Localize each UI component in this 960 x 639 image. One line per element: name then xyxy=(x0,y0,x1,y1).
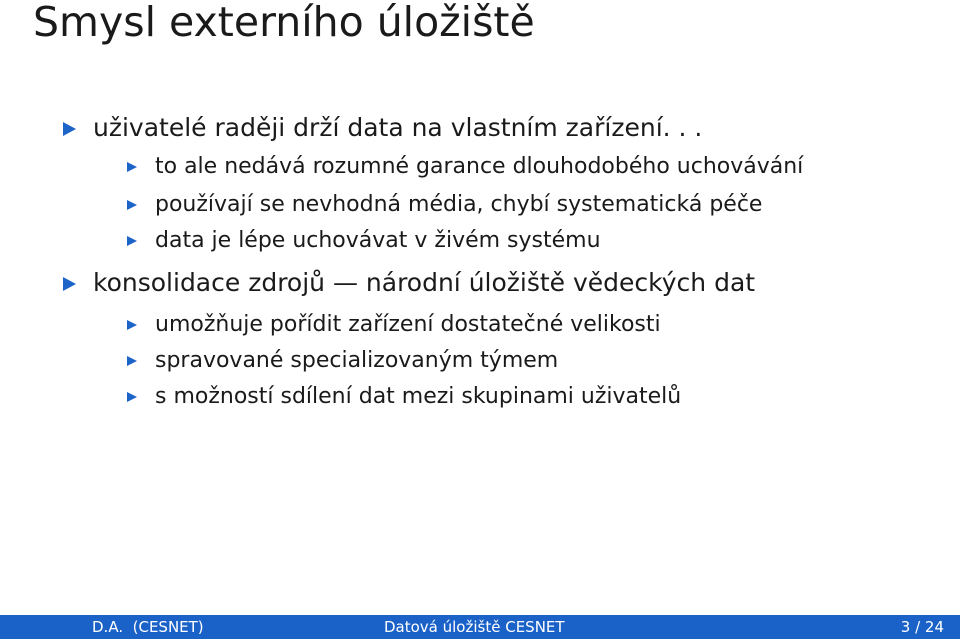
list-subitem xyxy=(155,312,661,338)
footer-title: Datová úložiště CESNET xyxy=(384,618,565,636)
triangle-bullet-icon xyxy=(127,320,137,330)
footer-bar xyxy=(0,615,960,639)
triangle-bullet-icon xyxy=(127,392,137,402)
list-subitem xyxy=(155,228,601,254)
footer-author: D.A. (CESNET) xyxy=(92,618,204,636)
list-subitem xyxy=(155,384,681,410)
list-subitem-text: používají se nevhodná média, chybí systematická péče xyxy=(155,192,763,217)
triangle-bullet-icon xyxy=(63,122,76,136)
list-item xyxy=(93,268,755,298)
footer-page-number: 3 / 24 xyxy=(900,618,944,636)
list-subitem-text: data je lépe uchovávat v živém systému xyxy=(155,228,601,253)
list-item-text: uživatelé raději drží data na vlastním zařízení. . . xyxy=(93,113,703,142)
triangle-bullet-icon xyxy=(127,356,137,366)
triangle-bullet-icon xyxy=(127,200,137,210)
triangle-bullet-icon xyxy=(127,236,137,246)
triangle-bullet-icon xyxy=(63,277,76,291)
list-item xyxy=(93,113,702,143)
triangle-bullet-icon xyxy=(127,162,137,172)
list-subitem-text: umožňuje pořídit zařízení dostatečné velikosti xyxy=(155,312,661,337)
list-subitem xyxy=(155,154,803,180)
list-subitem-text: s možností sdílení dat mezi skupinami uživatelů xyxy=(155,384,682,409)
list-subitem xyxy=(155,348,558,374)
list-subitem-text: to ale nedává rozumné garance dlouhodobého uchovávání xyxy=(155,154,804,179)
list-subitem xyxy=(155,192,762,218)
list-subitem-text: spravované specializovaným týmem xyxy=(155,348,559,373)
slide-title: Smysl externího úložiště xyxy=(33,0,535,46)
list-item-text: konsolidace zdrojů — národní úložiště vědeckých dat xyxy=(93,268,756,297)
